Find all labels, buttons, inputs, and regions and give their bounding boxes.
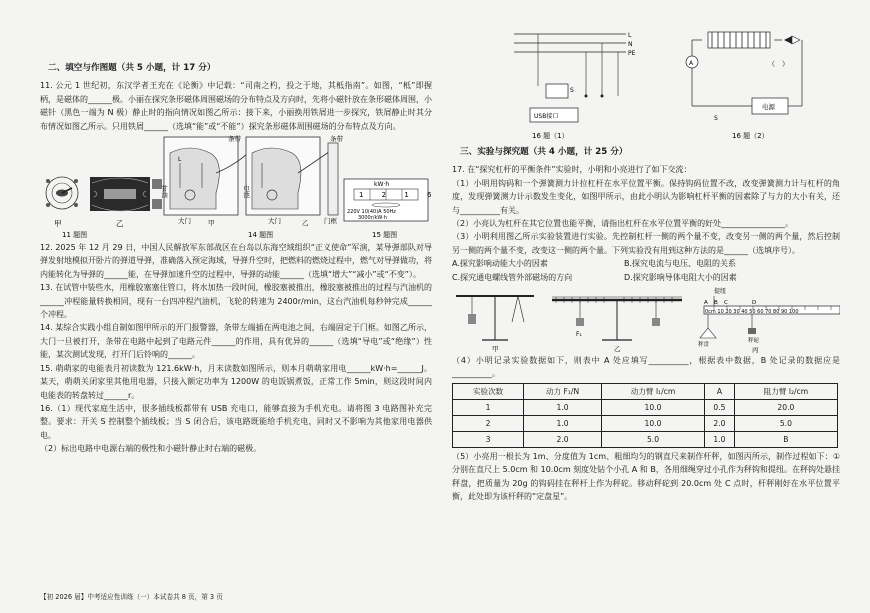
table-header: 实验次数 [453, 383, 524, 399]
table-cell: 2.0 [705, 415, 735, 431]
wire-PE: PE [628, 50, 636, 57]
label-jia-11: 甲 [54, 219, 62, 229]
question-17-1: （1）小明用钩码和一个弹簧测力计拉杠杆在水平位置平衡。保持钩码位置不改，改变弹簧测力计与杠杆的角度，发现弹簧测力计示数发生变化，如图甲所示，由此小明认为影响杠杆平衡的因素除了与力的大小有关，还与__________有关。 [452, 178, 840, 215]
table-header: 阻力臂 l₂/cm [734, 383, 837, 399]
table-cell: 1 [453, 399, 524, 415]
lever-yi [552, 297, 682, 340]
table-cell: 2 [453, 415, 524, 431]
table-cell: 0.5 [705, 399, 735, 415]
label-yi-14: 乙 [302, 219, 309, 228]
section2-title: 二、填空与作图题（共 5 小题，计 17 分） [48, 63, 216, 73]
meter-title: kW·h [374, 181, 390, 189]
question-13: 13. 在试管中装些水，用橡胶塞塞住管口，将水加热一段时间，橡胶塞被推出，橡胶塞被推出的过程与汽油机的______冲程能量转换相同，现有一台四冲程汽油机，飞轮的转速为 2400r/min，这台汽油机每秒钟完成______个冲程。 [40, 283, 432, 320]
table-cell: 5.0 [734, 415, 837, 431]
table-row [453, 415, 838, 431]
figure-strip [40, 133, 432, 241]
table-cell: 10.0 [601, 399, 704, 415]
label-A: A [704, 300, 708, 307]
label-damen-yi: 大门 [268, 217, 281, 226]
meter-reading: 1 2 1 6 [359, 191, 432, 200]
label-menkuang: 门框 [324, 217, 337, 226]
table-cell: 2.0 [524, 431, 602, 447]
page-footer: 【初 2026 届】中考适应性训练（一）本试卷共 8 页，第 3 页 [40, 593, 223, 601]
ruler-scale: 0cm 10 20 30 40 50 60 70 80 90 100 [705, 309, 799, 316]
label-C: C [724, 300, 728, 307]
lever-figures [452, 284, 840, 354]
label-L-jia: L [178, 156, 182, 164]
label-lever-yi: 乙 [614, 345, 621, 354]
label-yi-11: 乙 [116, 219, 124, 229]
data-table [452, 383, 838, 448]
label-tiaodai-yi: 条带 [330, 135, 343, 144]
option-b: B.探究电流与电压、电阻的关系 [624, 259, 737, 269]
table-cell: 20.0 [734, 399, 837, 415]
caption-fig11: 11 题图 [62, 231, 88, 240]
label-lever-jia: 甲 [492, 345, 499, 354]
label-F1: F₁ [576, 331, 582, 339]
label-plate: 秤盘 [698, 342, 710, 349]
caption-fig15: 15 题图 [372, 231, 398, 240]
meter-const: 3000r/kW·h [358, 215, 388, 222]
caption-16-1: 16 题（1） [532, 132, 569, 140]
table-row [453, 431, 838, 447]
electromagnet-circuit [686, 32, 802, 114]
table-cell: 5.0 [601, 431, 704, 447]
section3-title: 三、实验与探究题（共 4 小题，计 25 分） [460, 147, 628, 157]
power-label: 电源 [762, 103, 775, 111]
alarm-figure-yi [246, 137, 338, 215]
caption-16-2: 16 题（2） [732, 132, 769, 140]
figures-11-14-15 [40, 133, 432, 241]
sinan-figure [46, 177, 78, 209]
label-lever-bing: 丙 [752, 346, 759, 355]
table-row [453, 399, 838, 415]
ammeter-A: A [689, 60, 694, 67]
table-header: 动力臂 l₁/cm [601, 383, 704, 399]
figures-16 [452, 26, 840, 144]
usb-port-label: USB接口 [534, 113, 559, 120]
table-cell: 1.0 [524, 415, 602, 431]
label-dianchi: 电池 [242, 185, 250, 199]
question-14: 14. 某综合实践小组自制如图甲所示的开门报警器，条带左端插在两电池之间，右端固定于门框。如图乙所示，大门一旦被打开，条带在电路中起到了电路元件______的作用，具有优异的______（选填“导电”或“绝缘”）性能，某次测试发现，打开门后铃响的______。 [40, 323, 432, 360]
switch-S-2: S [714, 115, 718, 122]
wire-N: N [628, 41, 633, 48]
table-cell: 1.0 [524, 399, 602, 415]
steelyard-bing [700, 296, 840, 338]
question-15: 15. 萌萌家的电能表月初读数为 121.6kW·h，月末读数如图所示，则本月萌萌家用电______kW·h=______J。某天，萌萌关闭家里其他用电器，只接入额定功率为 1200W 的电饭锅煮饭，正常工作 5min，则这段时间内电能表的转盘转过______r。 [40, 363, 432, 400]
caption-fig14: 14 题图 [248, 231, 274, 240]
label-damen-jia: 大门 [178, 217, 191, 226]
question-12: 12. 2025 年 12 月 29 日，中国人民解放军东部战区在台岛以东海空域组织“正义使命”军演，某导弹部队对导弹发射地模拟开卧片的弹道导弹，准确落入预定海域，导弹升空时，把燃料的燃烧过程中，燃气对导弹做功，将内能转化为导弹的______能，在导弹加速升空的过程中，导弹的动能______（选填“增大”“减小”或“不变”）。 [40, 243, 432, 279]
left-column [40, 60, 432, 456]
table-cell: 3 [453, 431, 524, 447]
household-circuit [514, 34, 626, 122]
bracket-right: ） [782, 60, 789, 68]
right-column [452, 26, 840, 504]
label-jia-14: 甲 [208, 219, 215, 228]
options-row-1 [452, 257, 840, 270]
question-11: 11. 公元 1 世纪初，东汉学者王充在《论衡》中记载：“司南之杓，投之于地，其柢指南”。如图，“柢”即握柄，是磁体的______极。小丽在探究条形磁体周围磁场的分布特点及方向时，先将小磁针放在条形磁体周围，小磁针（黑色一端为 N 极）静止时的指向情况如图乙所示：接下来，小丽换用铁屑进一步探究，铁屑静止时其分布情况如图乙所示。只用铁屑______（选填“能”或“不能”）探究条形磁体周围磁场的分布特点及方向。 [40, 81, 432, 131]
option-a: A.探究影响动能大小的因素 [452, 259, 548, 269]
question-17-5: （5）小亮用一根长为 1m、分度值为 1cm、粗细均匀的钢直尺来制作杆秤，如图丙所示，制作过程如下：①分别在直尺上 5.0cm 和 10.0cm 刻度处钻个小孔 A 和 B，各用细绳穿过小孔作为秤钩和提纽。在秤钩处悬挂秤盘，把质量为 20g 的钩码挂在秤杆上作为秤砣。移动秤砣到 20.0cm 处 C 点时，杆秤刚好在水平位置平衡，此处即为该杆秤的“定盘星”。 [452, 451, 840, 502]
fig16-svg [452, 26, 840, 144]
question-16-2: （2）标出电路中电源右端的极性和小磁针静止时右端的磁极。 [40, 444, 262, 454]
label-ganyou: 甘油 [160, 185, 168, 199]
question-17-2: （2）小亮认为杠杆在其它位置也能平衡，请指出杠杆在水平位置平衡的好处________________。 [452, 219, 794, 229]
alarm-figure-jia [164, 137, 256, 215]
label-tigui: 提纽 [714, 288, 727, 296]
meter-spec: 220V 10(40)A 50Hz [347, 209, 396, 216]
table-cell: 10.0 [601, 415, 704, 431]
table-header: A [705, 383, 735, 399]
table-cell: 1.0 [705, 431, 735, 447]
question-17-3: （3）小明利用图乙所示实验装置进行实验。先控制杠杆一侧的两个量不变，改变另一侧的两个量，然后控制另一侧的两个量不变，改变这一侧的两个量。下列实验没有用到这种方法的是______（选填序号）。 [452, 232, 840, 255]
table-header: 动力 F₁/N [524, 383, 602, 399]
wire-L: L [628, 32, 632, 39]
lever-jia [456, 296, 534, 340]
label-B: B [714, 300, 718, 307]
options-row-2 [452, 271, 840, 284]
iron-filings-figure [90, 177, 162, 211]
question-16-1: 16.（1）现代家庭生活中，很多插线板都带有 USB 充电口，能够直接为手机充电。请将图 3 电路图补充完整。要求：开关 S 控制整个插线板；当 S 闭合后，该电路既能给手机充电，同时又不影响为其他家用电器供电。 [40, 403, 432, 440]
switch-S-1: S [570, 87, 574, 94]
option-c: C.探究通电螺线管外部磁场的方向 [452, 272, 573, 282]
question-17: 17. 在“探究杠杆的平衡条件”实验时，小明和小亮进行了如下交流： [452, 165, 692, 175]
table-cell: B [734, 431, 837, 447]
table-header-row [453, 383, 838, 399]
label-tiaodai: 条带 [228, 135, 241, 144]
label-D: D [752, 300, 757, 307]
bracket-left: （ [768, 60, 775, 68]
lever-svg [452, 284, 840, 354]
option-d: D.探究影响导体电阻大小的因素 [624, 272, 737, 282]
question-17-4: （4）小明记录实验数据如下，则表中 A 处应填写__________，根据表中数据，B 处记录的数据应是__________。 [452, 356, 840, 379]
label-weight: 秤砣 [748, 338, 760, 345]
